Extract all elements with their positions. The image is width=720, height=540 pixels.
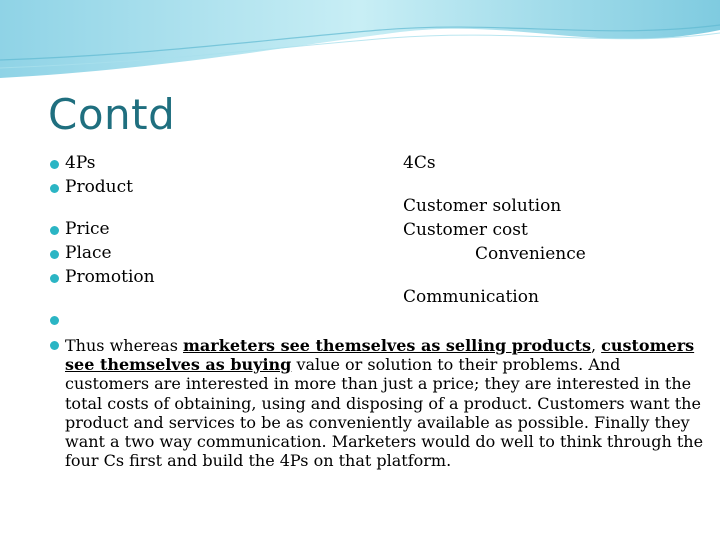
right-item-communication: Communication <box>403 287 539 307</box>
left-item-price: Price <box>65 219 110 239</box>
right-heading-4cs: 4Cs <box>403 153 436 173</box>
bullet-icon <box>50 341 59 350</box>
slide-title: Contd <box>48 90 176 139</box>
paragraph-emphasis-customers: customers see themselves as buying <box>65 336 695 375</box>
right-item-customer-solution: Customer solution <box>403 196 562 216</box>
bullet-icon <box>50 184 59 193</box>
bullet-icon <box>50 250 59 259</box>
left-item-product: Product <box>65 177 133 197</box>
summary-paragraph <box>65 336 705 470</box>
header-wave-decoration <box>0 0 720 95</box>
left-item-place: Place <box>65 243 112 263</box>
paragraph-comma: , <box>590 336 602 355</box>
paragraph-rest: value or solution to their problems. And customers are interested in more than just a price; they are interested in the total costs of obtaining, using and disposing of a product. Customers want the product and services to be as conveniently available as possible. Finally they want a two way communication. Marketers would do well to think through the four Cs first and build the 4Ps on that platform. <box>65 355 704 471</box>
right-item-convenience: Convenience <box>475 244 586 264</box>
bullet-icon <box>50 226 59 235</box>
right-item-customer-cost: Customer cost <box>403 220 528 240</box>
paragraph-intro: Thus whereas <box>65 336 183 355</box>
bullet-icon <box>50 316 59 325</box>
bullet-icon <box>50 160 59 169</box>
paragraph-emphasis-marketers: marketers see themselves as selling products <box>183 336 591 355</box>
bullet-icon <box>50 274 59 283</box>
left-item-promotion: Promotion <box>65 267 155 287</box>
left-item-4ps: 4Ps <box>65 153 96 173</box>
